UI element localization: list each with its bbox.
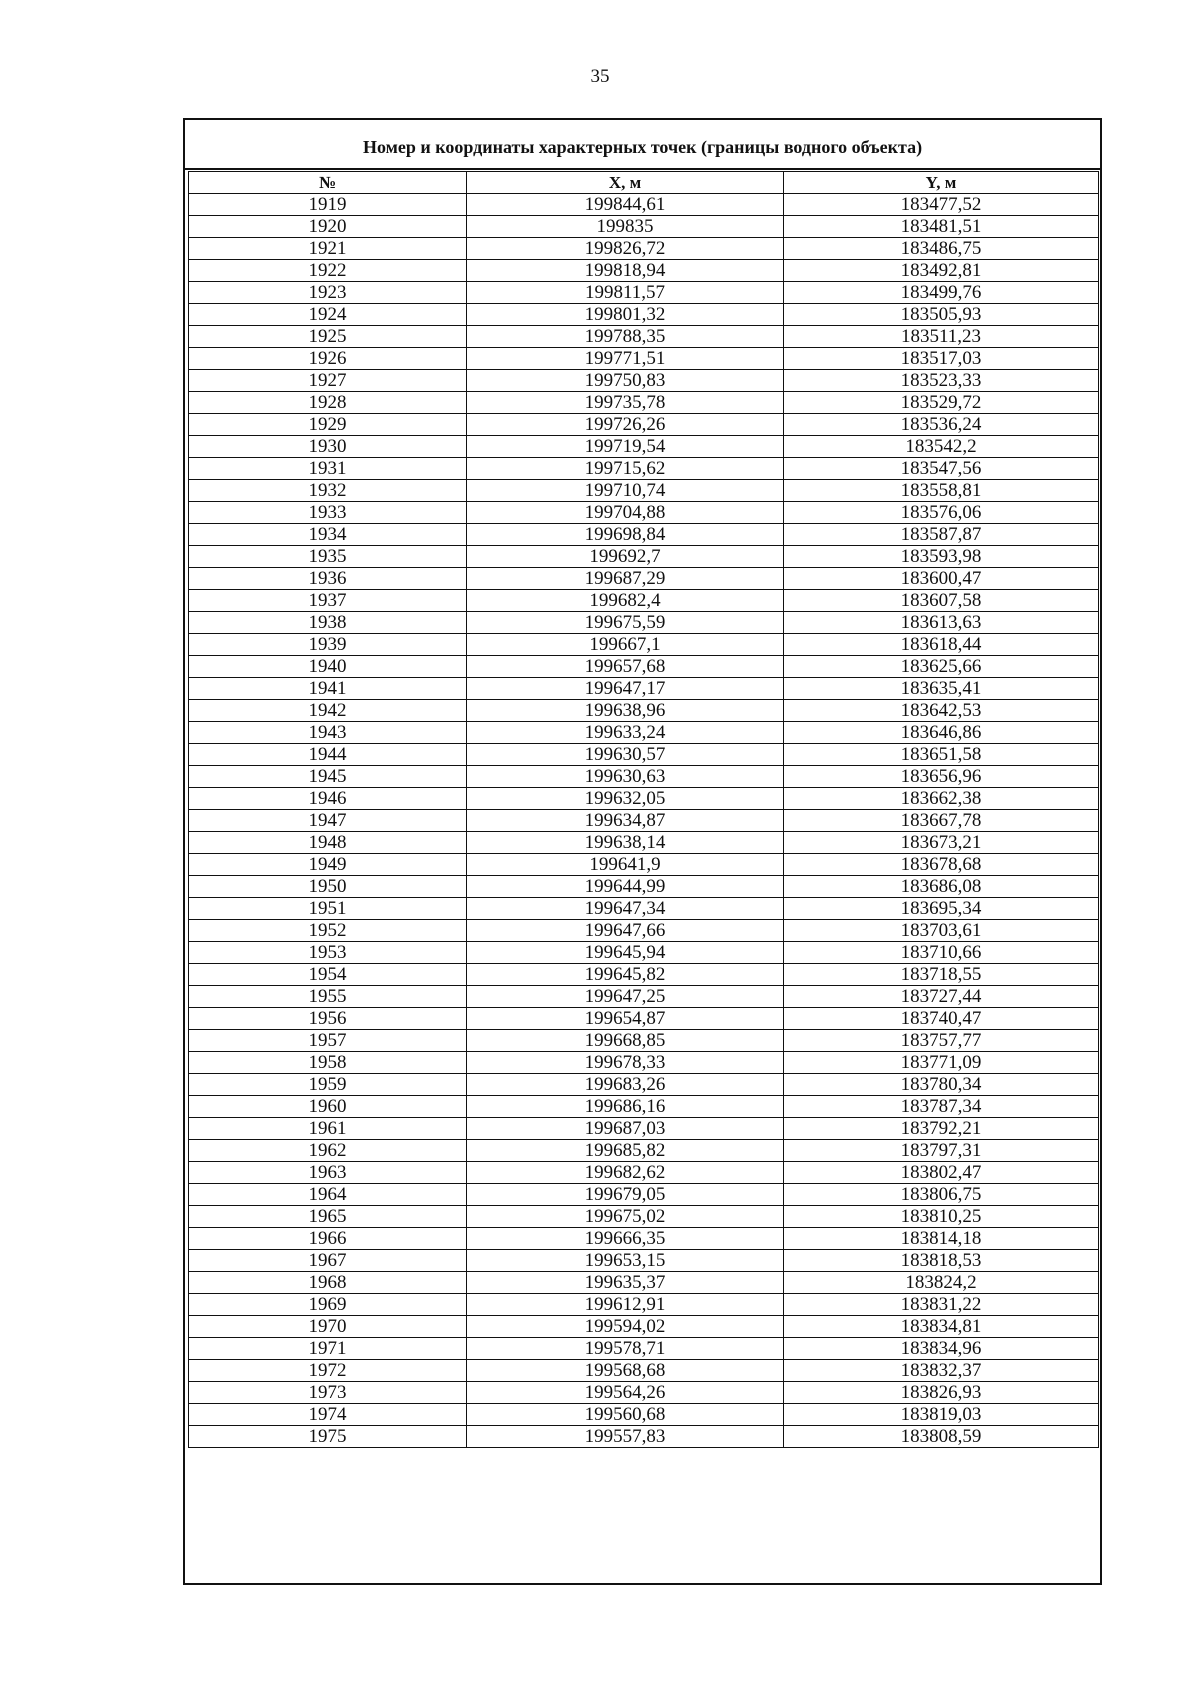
x-coordinate-cell: 199704,88 [467,502,784,524]
x-coordinate-cell: 199726,26 [467,414,784,436]
point-number-cell: 1964 [189,1184,467,1206]
table-row [189,1294,1099,1316]
table-row [189,612,1099,634]
point-number-cell: 1950 [189,876,467,898]
point-number-cell: 1966 [189,1228,467,1250]
header-number: № [189,172,467,194]
table-row [189,1316,1099,1338]
x-coordinate-cell: 199634,87 [467,810,784,832]
table-row [189,480,1099,502]
y-coordinate-cell: 183547,56 [784,458,1099,480]
point-number-cell: 1933 [189,502,467,524]
point-number-cell: 1974 [189,1404,467,1426]
table-row [189,436,1099,458]
table-row [189,348,1099,370]
y-coordinate-cell: 183558,81 [784,480,1099,502]
y-coordinate-cell: 183625,66 [784,656,1099,678]
table-row [189,942,1099,964]
table-row [189,1228,1099,1250]
point-number-cell: 1945 [189,766,467,788]
x-coordinate-cell: 199653,15 [467,1250,784,1272]
x-coordinate-cell: 199682,4 [467,590,784,612]
point-number-cell: 1927 [189,370,467,392]
point-number-cell: 1941 [189,678,467,700]
table-row [189,1140,1099,1162]
point-number-cell: 1924 [189,304,467,326]
table-row [189,260,1099,282]
x-coordinate-cell: 199666,35 [467,1228,784,1250]
y-coordinate-cell: 183802,47 [784,1162,1099,1184]
coordinates-table [188,171,1099,1448]
x-coordinate-cell: 199667,1 [467,634,784,656]
x-coordinate-cell: 199564,26 [467,1382,784,1404]
point-number-cell: 1923 [189,282,467,304]
table-body [189,194,1099,1448]
point-number-cell: 1921 [189,238,467,260]
point-number-cell: 1944 [189,744,467,766]
x-coordinate-cell: 199647,25 [467,986,784,1008]
table-row [189,678,1099,700]
point-number-cell: 1934 [189,524,467,546]
table-row [189,920,1099,942]
point-number-cell: 1971 [189,1338,467,1360]
table-row [189,1096,1099,1118]
table-row [189,1250,1099,1272]
x-coordinate-cell: 199568,68 [467,1360,784,1382]
y-coordinate-cell: 183808,59 [784,1426,1099,1448]
point-number-cell: 1957 [189,1030,467,1052]
y-coordinate-cell: 183673,21 [784,832,1099,854]
y-coordinate-cell: 183607,58 [784,590,1099,612]
point-number-cell: 1962 [189,1140,467,1162]
table-row [189,744,1099,766]
y-coordinate-cell: 183529,72 [784,392,1099,414]
point-number-cell: 1942 [189,700,467,722]
y-coordinate-cell: 183824,2 [784,1272,1099,1294]
y-coordinate-cell: 183780,34 [784,1074,1099,1096]
table-row [189,524,1099,546]
table-row [189,304,1099,326]
x-coordinate-cell: 199710,74 [467,480,784,502]
x-coordinate-cell: 199644,99 [467,876,784,898]
x-coordinate-cell: 199719,54 [467,436,784,458]
x-coordinate-cell: 199654,87 [467,1008,784,1030]
y-coordinate-cell: 183505,93 [784,304,1099,326]
y-coordinate-cell: 183492,81 [784,260,1099,282]
point-number-cell: 1925 [189,326,467,348]
x-coordinate-cell: 199632,05 [467,788,784,810]
y-coordinate-cell: 183819,03 [784,1404,1099,1426]
table-row [189,1074,1099,1096]
y-coordinate-cell: 183656,96 [784,766,1099,788]
x-coordinate-cell: 199687,29 [467,568,784,590]
point-number-cell: 1930 [189,436,467,458]
x-coordinate-cell: 199826,72 [467,238,784,260]
table-row [189,700,1099,722]
y-coordinate-cell: 183831,22 [784,1294,1099,1316]
table-row [189,1030,1099,1052]
point-number-cell: 1929 [189,414,467,436]
x-coordinate-cell: 199578,71 [467,1338,784,1360]
table-row [189,810,1099,832]
point-number-cell: 1968 [189,1272,467,1294]
table-row [189,898,1099,920]
y-coordinate-cell: 183593,98 [784,546,1099,568]
x-coordinate-cell: 199844,61 [467,194,784,216]
table-row [189,722,1099,744]
x-coordinate-cell: 199635,37 [467,1272,784,1294]
table-row [189,964,1099,986]
y-coordinate-cell: 183523,33 [784,370,1099,392]
point-number-cell: 1961 [189,1118,467,1140]
point-number-cell: 1948 [189,832,467,854]
point-number-cell: 1946 [189,788,467,810]
y-coordinate-cell: 183678,68 [784,854,1099,876]
table-row [189,216,1099,238]
x-coordinate-cell: 199811,57 [467,282,784,304]
page-number: 35 [590,66,610,87]
y-coordinate-cell: 183826,93 [784,1382,1099,1404]
y-coordinate-cell: 183499,76 [784,282,1099,304]
table-row [189,1360,1099,1382]
point-number-cell: 1928 [189,392,467,414]
table-header-row [189,172,1099,194]
y-coordinate-cell: 183662,38 [784,788,1099,810]
y-coordinate-cell: 183806,75 [784,1184,1099,1206]
x-coordinate-cell: 199683,26 [467,1074,784,1096]
point-number-cell: 1949 [189,854,467,876]
y-coordinate-cell: 183481,51 [784,216,1099,238]
y-coordinate-cell: 183477,52 [784,194,1099,216]
x-coordinate-cell: 199594,02 [467,1316,784,1338]
x-coordinate-cell: 199668,85 [467,1030,784,1052]
x-coordinate-cell: 199641,9 [467,854,784,876]
table-row [189,1338,1099,1360]
point-number-cell: 1959 [189,1074,467,1096]
x-coordinate-cell: 199557,83 [467,1426,784,1448]
point-number-cell: 1969 [189,1294,467,1316]
y-coordinate-cell: 183834,96 [784,1338,1099,1360]
y-coordinate-cell: 183486,75 [784,238,1099,260]
point-number-cell: 1958 [189,1052,467,1074]
y-coordinate-cell: 183718,55 [784,964,1099,986]
x-coordinate-cell: 199630,63 [467,766,784,788]
point-number-cell: 1937 [189,590,467,612]
y-coordinate-cell: 183740,47 [784,1008,1099,1030]
table-row [189,876,1099,898]
x-coordinate-cell: 199685,82 [467,1140,784,1162]
x-coordinate-cell: 199633,24 [467,722,784,744]
y-coordinate-cell: 183695,34 [784,898,1099,920]
x-coordinate-cell: 199692,7 [467,546,784,568]
table-title: Номер и координаты характерных точек (границы водного объекта) [185,120,1100,170]
point-number-cell: 1938 [189,612,467,634]
point-number-cell: 1965 [189,1206,467,1228]
y-coordinate-cell: 183792,21 [784,1118,1099,1140]
point-number-cell: 1967 [189,1250,467,1272]
x-coordinate-cell: 199735,78 [467,392,784,414]
table-row [189,1382,1099,1404]
point-number-cell: 1973 [189,1382,467,1404]
point-number-cell: 1960 [189,1096,467,1118]
point-number-cell: 1936 [189,568,467,590]
coordinates-table-frame [183,118,1102,1585]
table-row [189,238,1099,260]
x-coordinate-cell: 199638,96 [467,700,784,722]
table-row [189,854,1099,876]
x-coordinate-cell: 199715,62 [467,458,784,480]
point-number-cell: 1922 [189,260,467,282]
table-row [189,1404,1099,1426]
x-coordinate-cell: 199771,51 [467,348,784,370]
x-coordinate-cell: 199647,17 [467,678,784,700]
table-row [189,766,1099,788]
x-coordinate-cell: 199657,68 [467,656,784,678]
y-coordinate-cell: 183787,34 [784,1096,1099,1118]
y-coordinate-cell: 183818,53 [784,1250,1099,1272]
point-number-cell: 1943 [189,722,467,744]
x-coordinate-cell: 199560,68 [467,1404,784,1426]
y-coordinate-cell: 183797,31 [784,1140,1099,1162]
y-coordinate-cell: 183727,44 [784,986,1099,1008]
y-coordinate-cell: 183834,81 [784,1316,1099,1338]
x-coordinate-cell: 199801,32 [467,304,784,326]
x-coordinate-cell: 199750,83 [467,370,784,392]
y-coordinate-cell: 183511,23 [784,326,1099,348]
point-number-cell: 1932 [189,480,467,502]
table-row [189,590,1099,612]
table-row [189,370,1099,392]
x-coordinate-cell: 199687,03 [467,1118,784,1140]
point-number-cell: 1954 [189,964,467,986]
x-coordinate-cell: 199678,33 [467,1052,784,1074]
point-number-cell: 1955 [189,986,467,1008]
table-row [189,656,1099,678]
y-coordinate-cell: 183642,53 [784,700,1099,722]
table-row [189,1206,1099,1228]
point-number-cell: 1975 [189,1426,467,1448]
point-number-cell: 1947 [189,810,467,832]
table-row [189,194,1099,216]
table-row [189,1184,1099,1206]
y-coordinate-cell: 183667,78 [784,810,1099,832]
header-x: X, м [467,172,784,194]
y-coordinate-cell: 183542,2 [784,436,1099,458]
y-coordinate-cell: 183814,18 [784,1228,1099,1250]
x-coordinate-cell: 199645,82 [467,964,784,986]
x-coordinate-cell: 199645,94 [467,942,784,964]
y-coordinate-cell: 183587,87 [784,524,1099,546]
point-number-cell: 1940 [189,656,467,678]
table-row [189,1426,1099,1448]
x-coordinate-cell: 199835 [467,216,784,238]
x-coordinate-cell: 199630,57 [467,744,784,766]
point-number-cell: 1952 [189,920,467,942]
point-number-cell: 1972 [189,1360,467,1382]
table-row [189,502,1099,524]
x-coordinate-cell: 199638,14 [467,832,784,854]
table-row [189,1118,1099,1140]
table-row [189,986,1099,1008]
point-number-cell: 1919 [189,194,467,216]
x-coordinate-cell: 199818,94 [467,260,784,282]
y-coordinate-cell: 183635,41 [784,678,1099,700]
point-number-cell: 1939 [189,634,467,656]
x-coordinate-cell: 199788,35 [467,326,784,348]
table-row [189,282,1099,304]
x-coordinate-cell: 199612,91 [467,1294,784,1316]
table-row [189,414,1099,436]
y-coordinate-cell: 183651,58 [784,744,1099,766]
point-number-cell: 1951 [189,898,467,920]
point-number-cell: 1953 [189,942,467,964]
point-number-cell: 1931 [189,458,467,480]
table-row [189,1162,1099,1184]
y-coordinate-cell: 183771,09 [784,1052,1099,1074]
y-coordinate-cell: 183703,61 [784,920,1099,942]
table-row [189,392,1099,414]
table-row [189,1008,1099,1030]
x-coordinate-cell: 199698,84 [467,524,784,546]
header-y: Y, м [784,172,1099,194]
x-coordinate-cell: 199675,59 [467,612,784,634]
point-number-cell: 1926 [189,348,467,370]
table-row [189,326,1099,348]
y-coordinate-cell: 183536,24 [784,414,1099,436]
point-number-cell: 1920 [189,216,467,238]
y-coordinate-cell: 183646,86 [784,722,1099,744]
point-number-cell: 1963 [189,1162,467,1184]
y-coordinate-cell: 183710,66 [784,942,1099,964]
point-number-cell: 1935 [189,546,467,568]
y-coordinate-cell: 183618,44 [784,634,1099,656]
table-row [189,832,1099,854]
table-row [189,788,1099,810]
y-coordinate-cell: 183832,37 [784,1360,1099,1382]
x-coordinate-cell: 199647,66 [467,920,784,942]
x-coordinate-cell: 199675,02 [467,1206,784,1228]
table-row [189,634,1099,656]
table-row [189,1052,1099,1074]
x-coordinate-cell: 199682,62 [467,1162,784,1184]
table-row [189,458,1099,480]
y-coordinate-cell: 183600,47 [784,568,1099,590]
table-row [189,546,1099,568]
x-coordinate-cell: 199647,34 [467,898,784,920]
y-coordinate-cell: 183613,63 [784,612,1099,634]
y-coordinate-cell: 183810,25 [784,1206,1099,1228]
y-coordinate-cell: 183576,06 [784,502,1099,524]
x-coordinate-cell: 199679,05 [467,1184,784,1206]
x-coordinate-cell: 199686,16 [467,1096,784,1118]
table-row [189,1272,1099,1294]
y-coordinate-cell: 183757,77 [784,1030,1099,1052]
y-coordinate-cell: 183517,03 [784,348,1099,370]
point-number-cell: 1970 [189,1316,467,1338]
table-row [189,568,1099,590]
y-coordinate-cell: 183686,08 [784,876,1099,898]
point-number-cell: 1956 [189,1008,467,1030]
